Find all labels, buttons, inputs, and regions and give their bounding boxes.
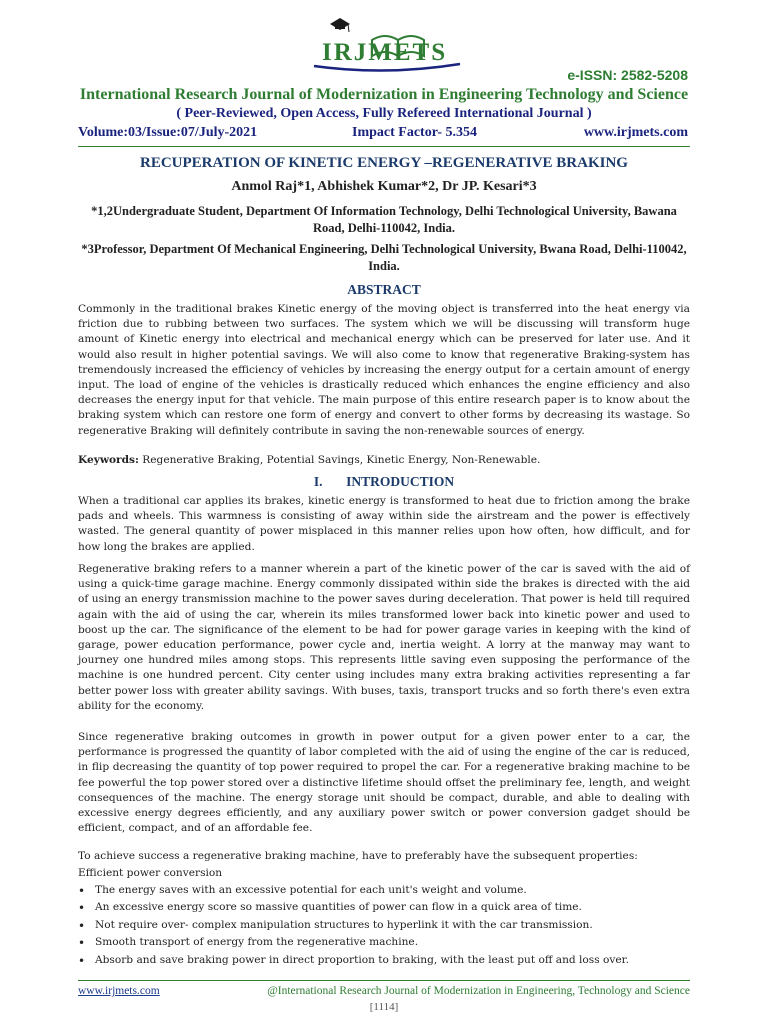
journal-logo xyxy=(300,12,470,80)
intro-paragraph-4: To achieve success a regenerative braking machine, have to preferably have the subsequent properties: xyxy=(78,850,638,862)
affiliation-1: *1,2Undergraduate Student, Department Of Information Technology, Delhi Technological University, Bawana Road, Delhi-110042, India. xyxy=(91,204,677,235)
header-divider xyxy=(78,146,690,147)
volume-issue: Volume:03/Issue:07/July-2021 xyxy=(78,125,258,140)
affiliation-2: *3Professor, Department Of Mechanical Engineering, Delhi Technological University, Bwana Road, Delhi-110042, India. xyxy=(81,242,687,273)
peer-reviewed-note: ( Peer-Reviewed, Open Access, Fully Refereed International Journal ) xyxy=(176,106,592,121)
paper-authors: Anmol Raj*1, Abhishek Kumar*2, Dr JP. Kesari*3 xyxy=(231,179,537,194)
keywords-label: Keywords: xyxy=(78,454,139,466)
logo-text: IRJMETS xyxy=(322,39,448,66)
list-item: • An excessive energy score so massive quantities of power can flow in a quick area of time. xyxy=(78,901,690,918)
footer-copyright: @International Research Journal of Modernization in Engineering, Technology and Science xyxy=(267,985,690,997)
footer-website-link[interactable]: www.irjmets.com xyxy=(78,985,160,997)
impact-factor: Impact Factor- 5.354 xyxy=(352,125,478,140)
abstract-text: Commonly in the traditional brakes Kinetic energy of the moving object is transferred into the heat energy via friction due to rubbing between two surfaces. The system which we will be discussing will transform huge amount of Kinetic energy into electrical and mechanical energy which can be preserved for later use. And it would also result in higher potential savings. We will also come to know that regenerative Braking-system has tremendously increased the efficiency of vehicles by increasing the energy output for a certain amount of energy input. The load of engine of the vehicles is drastically reduced which enhances the engine efficiency and also decreases the energy input for that vehicle. The main purpose of this entire research paper is to know about the braking system which can restore one form of energy and convert to other forms by decreasing its wastage. So regenerative Braking will definitely contribute in saving the non-renewable sources of energy. xyxy=(78,303,690,437)
intro-paragraph-2: Regenerative braking refers to a manner wherein a part of the kinetic power of the car is saved with the aid of using a quick-time garage machine. Energy commonly dissipated within side the brakes is directed with the aid of using an energy transmission machine to the power saves during deceleration. That power is held till required again with the aid of using the car, wherein its miles transformed lower back into kinetic power and used to boost up the car. The significance of the element to be had for power garage varies in keeping with the kind of garage, power education performance, power cycle and, inertia weight. A lorry at the manway may want to journey one hundred miles among stops. This represents little saving even supposing the performance of the machine is one hundred percent. City center using includes many extra braking activities representing a far better power loss with greater ability savings. With buses, taxis, transport trucks and so forth there's even extra ability for the economy. xyxy=(78,563,690,712)
list-item: • Smooth transport of energy from the regenerative machine. xyxy=(78,936,690,953)
introduction-heading: I. INTRODUCTION xyxy=(313,474,455,489)
list-item: • Absorb and save braking power in direct proportion to braking, with the least put off and loss over. xyxy=(78,954,690,971)
intro-paragraph-1: When a traditional car applies its brakes, kinetic energy is transformed to heat due to friction among the brake pads and wheels. This warmness is consisting of away within side the airstream and the power is effectively wasted. The general quantity of power misplaced in this manner relies upon how often, how difficult, and for how long the brakes are applied. xyxy=(78,495,690,553)
list-item: • Not require over- complex manipulation structures to hyperlink it with the car transmission. xyxy=(78,919,690,936)
list-item: • The energy saves with an excessive potential for each unit's weight and volume. xyxy=(78,884,690,901)
journal-website[interactable]: www.irjmets.com xyxy=(583,125,688,140)
properties-list xyxy=(78,884,690,971)
issn: e-ISSN: 2582-5208 xyxy=(567,67,688,83)
keywords-text: Regenerative Braking, Potential Savings, Kinetic Energy, Non-Renewable. xyxy=(138,454,541,466)
journal-title: International Research Journal of Modernization in Engineering Technology and Science xyxy=(79,86,689,103)
intro-paragraph-3: Since regenerative braking outcomes in growth in power output for a given power enter to a car, the performance is progressed the quantity of labor completed with the aid of using the engine of the car is reduced, in flip decreasing the quantity of top power required to propel the car. For a regenerative braking machine to be fee powerful the top power stored over a distinctive lifetime should offset the preliminary fee, length, and weight consequences of the machine. The energy storage unit should be compact, durable, and able to dealing with excessive energy degrees efficiently, and any auxiliary power switch or power conversion gadget should be efficient, compact, and of an affordable fee. xyxy=(78,731,690,835)
page-number: [1114] xyxy=(369,1001,399,1013)
paper-title: RECUPERATION OF KINETIC ENERGY –REGENERATIVE BRAKING xyxy=(140,155,628,171)
abstract-heading: ABSTRACT xyxy=(347,282,421,297)
footer-divider xyxy=(78,980,690,981)
keywords-line xyxy=(78,453,690,468)
intro-paragraph-5: Efficient power conversion xyxy=(78,867,223,879)
volume-row xyxy=(78,125,688,143)
